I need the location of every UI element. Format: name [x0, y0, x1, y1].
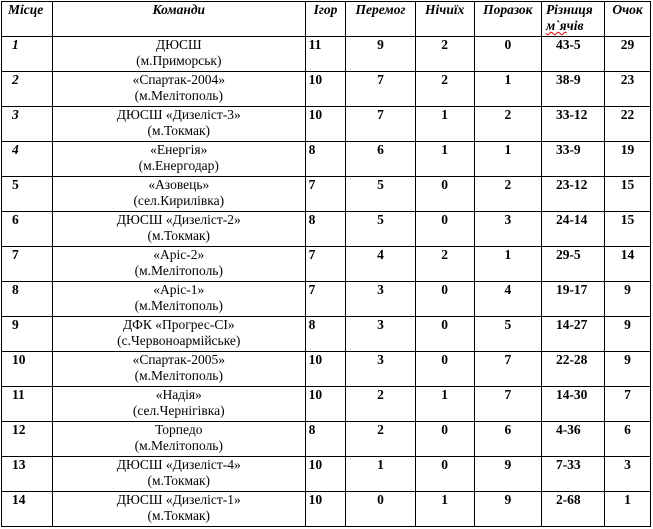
draws-cell: 0: [415, 177, 474, 212]
table-row: [2, 492, 651, 527]
points-cell: 9: [605, 282, 651, 317]
goal-difference-cell: 33-9: [541, 142, 604, 177]
table-row: [2, 37, 651, 72]
points-cell: 15: [605, 212, 651, 247]
header-diff-line2: [546, 18, 601, 34]
team-city: (м.Токмак): [147, 123, 210, 138]
points-cell: 19: [605, 142, 651, 177]
place-cell: 10: [2, 352, 53, 387]
team-city: (м.Токмак): [147, 473, 210, 488]
team-cell: [52, 107, 305, 142]
team-cell: [52, 492, 305, 527]
games-cell: 7: [305, 177, 346, 212]
draws-cell: 1: [415, 142, 474, 177]
table-row: [2, 282, 651, 317]
wins-cell: 4: [346, 247, 415, 282]
goal-difference-cell: 23-12: [541, 177, 604, 212]
team-city: (м.Мелітополь): [134, 368, 223, 383]
header-wins: Перемог: [346, 2, 415, 37]
team-city: (сел.Кирилівка): [133, 193, 225, 208]
table-row: [2, 72, 651, 107]
wins-cell: 2: [346, 387, 415, 422]
losses-cell: 6: [474, 422, 541, 457]
table-row: [2, 142, 651, 177]
wins-cell: 3: [346, 317, 415, 352]
games-cell: 7: [305, 247, 346, 282]
wins-cell: 7: [346, 107, 415, 142]
wins-cell: 2: [346, 422, 415, 457]
header-losses: Поразок: [474, 2, 541, 37]
losses-cell: 1: [474, 142, 541, 177]
goal-difference-cell: 33-12: [541, 107, 604, 142]
draws-cell: 0: [415, 282, 474, 317]
header-place: Місце: [2, 2, 53, 37]
header-draws: Нічиїх: [415, 2, 474, 37]
team-cell: [52, 282, 305, 317]
games-cell: 8: [305, 422, 346, 457]
team-cell: [52, 247, 305, 282]
draws-cell: 0: [415, 457, 474, 492]
games-cell: 10: [305, 457, 346, 492]
points-cell: 29: [605, 37, 651, 72]
team-name: «Енергія»: [150, 142, 208, 157]
goal-difference-cell: 4-36: [541, 422, 604, 457]
losses-cell: 7: [474, 387, 541, 422]
games-cell: 11: [305, 37, 346, 72]
points-cell: 7: [605, 387, 651, 422]
table-row: [2, 317, 651, 352]
team-name: ДЮСШ «Дизеліст-1»: [116, 492, 241, 507]
points-cell: 1: [605, 492, 651, 527]
place-cell: 2: [2, 72, 53, 107]
games-cell: 8: [305, 142, 346, 177]
header-points: Очок: [605, 2, 651, 37]
goal-difference-cell: 14-27: [541, 317, 604, 352]
wins-cell: 3: [346, 282, 415, 317]
table-row: [2, 387, 651, 422]
team-cell: [52, 212, 305, 247]
place-cell: 11: [2, 387, 53, 422]
goal-difference-cell: 43-5: [541, 37, 604, 72]
games-cell: 10: [305, 107, 346, 142]
team-cell: [52, 387, 305, 422]
team-name: «Аріс-2»: [153, 247, 205, 262]
losses-cell: 2: [474, 107, 541, 142]
losses-cell: 1: [474, 72, 541, 107]
team-city: (м.Токмак): [147, 508, 210, 523]
goal-difference-cell: 22-28: [541, 352, 604, 387]
standings-table: [1, 1, 651, 527]
team-cell: [52, 142, 305, 177]
points-cell: 9: [605, 317, 651, 352]
team-city: (м.Мелітополь): [134, 88, 223, 103]
draws-cell: 0: [415, 422, 474, 457]
team-name: «Надія»: [155, 387, 202, 402]
place-cell: 8: [2, 282, 53, 317]
team-cell: [52, 457, 305, 492]
team-cell: [52, 317, 305, 352]
place-cell: 3: [2, 107, 53, 142]
losses-cell: 0: [474, 37, 541, 72]
header-games: Ігор: [305, 2, 346, 37]
place-cell: 1: [2, 37, 53, 72]
wins-cell: 5: [346, 177, 415, 212]
points-cell: 6: [605, 422, 651, 457]
points-cell: 15: [605, 177, 651, 212]
points-cell: 3: [605, 457, 651, 492]
goal-difference-cell: 24-14: [541, 212, 604, 247]
losses-cell: 2: [474, 177, 541, 212]
losses-cell: 1: [474, 247, 541, 282]
header-diff-line2-a: м`я: [545, 18, 567, 33]
losses-cell: 4: [474, 282, 541, 317]
wins-cell: 0: [346, 492, 415, 527]
team-cell: [52, 422, 305, 457]
team-cell: [52, 37, 305, 72]
losses-cell: 9: [474, 457, 541, 492]
table-row: [2, 247, 651, 282]
points-cell: 9: [605, 352, 651, 387]
team-name: ДЮСШ: [155, 37, 202, 52]
place-cell: 9: [2, 317, 53, 352]
table-row: [2, 212, 651, 247]
draws-cell: 0: [415, 352, 474, 387]
team-name: ДЮСШ «Дизеліст-3»: [116, 107, 241, 122]
header-diff-line2-b: чів: [566, 18, 584, 33]
team-cell: [52, 177, 305, 212]
place-cell: 12: [2, 422, 53, 457]
losses-cell: 9: [474, 492, 541, 527]
place-cell: 13: [2, 457, 53, 492]
points-cell: 14: [605, 247, 651, 282]
header-goal-difference: [541, 2, 604, 37]
draws-cell: 1: [415, 107, 474, 142]
place-cell: 5: [2, 177, 53, 212]
team-name: «Спартак-2004»: [132, 72, 225, 87]
wins-cell: 7: [346, 72, 415, 107]
header-row: [2, 2, 651, 37]
wins-cell: 3: [346, 352, 415, 387]
draws-cell: 2: [415, 72, 474, 107]
table-row: [2, 352, 651, 387]
goal-difference-cell: 14-30: [541, 387, 604, 422]
table-row: [2, 457, 651, 492]
table-row: [2, 177, 651, 212]
games-cell: 10: [305, 352, 346, 387]
place-cell: 4: [2, 142, 53, 177]
draws-cell: 2: [415, 37, 474, 72]
games-cell: 10: [305, 492, 346, 527]
team-name: ДЮСШ «Дизеліст-2»: [116, 212, 241, 227]
games-cell: 8: [305, 317, 346, 352]
draws-cell: 1: [415, 492, 474, 527]
wins-cell: 5: [346, 212, 415, 247]
team-city: (с.Червоноармійське): [117, 333, 241, 348]
draws-cell: 0: [415, 212, 474, 247]
team-name: ДЮСШ «Дизеліст-4»: [116, 457, 241, 472]
goal-difference-cell: 19-17: [541, 282, 604, 317]
goal-difference-cell: 38-9: [541, 72, 604, 107]
place-cell: 14: [2, 492, 53, 527]
goal-difference-cell: 29-5: [541, 247, 604, 282]
team-name: ДФК «Прогрес-СІ»: [122, 317, 235, 332]
wins-cell: 9: [346, 37, 415, 72]
team-city: (м.Енергодар): [138, 158, 219, 173]
games-cell: 10: [305, 72, 346, 107]
header-team: Команди: [52, 2, 305, 37]
table-row: [2, 107, 651, 142]
header-diff-line1: Різниця: [545, 2, 593, 17]
games-cell: 7: [305, 282, 346, 317]
team-cell: [52, 72, 305, 107]
games-cell: 10: [305, 387, 346, 422]
games-cell: 8: [305, 212, 346, 247]
wins-cell: 6: [346, 142, 415, 177]
table-row: [2, 422, 651, 457]
team-city: (сел.Чернігівка): [132, 403, 225, 418]
goal-difference-cell: 7-33: [541, 457, 604, 492]
place-cell: 6: [2, 212, 53, 247]
standings-body: [2, 37, 651, 527]
team-cell: [52, 352, 305, 387]
draws-cell: 2: [415, 247, 474, 282]
team-city: (м.Мелітополь): [134, 298, 223, 313]
team-city: (м.Приморськ): [136, 53, 222, 68]
draws-cell: 1: [415, 387, 474, 422]
wins-cell: 1: [346, 457, 415, 492]
losses-cell: 5: [474, 317, 541, 352]
team-city: (м.Токмак): [147, 228, 210, 243]
points-cell: 22: [605, 107, 651, 142]
points-cell: 23: [605, 72, 651, 107]
team-name: «Азовець»: [148, 177, 210, 192]
losses-cell: 7: [474, 352, 541, 387]
draws-cell: 0: [415, 317, 474, 352]
losses-cell: 3: [474, 212, 541, 247]
team-city: (м.Мелітополь): [134, 438, 223, 453]
place-cell: 7: [2, 247, 53, 282]
team-name: «Аріс-1»: [153, 282, 205, 297]
goal-difference-cell: 2-68: [541, 492, 604, 527]
team-name: Торпедо: [155, 422, 203, 437]
team-city: (м.Мелітополь): [134, 263, 223, 278]
team-name: «Спартак-2005»: [132, 352, 225, 367]
